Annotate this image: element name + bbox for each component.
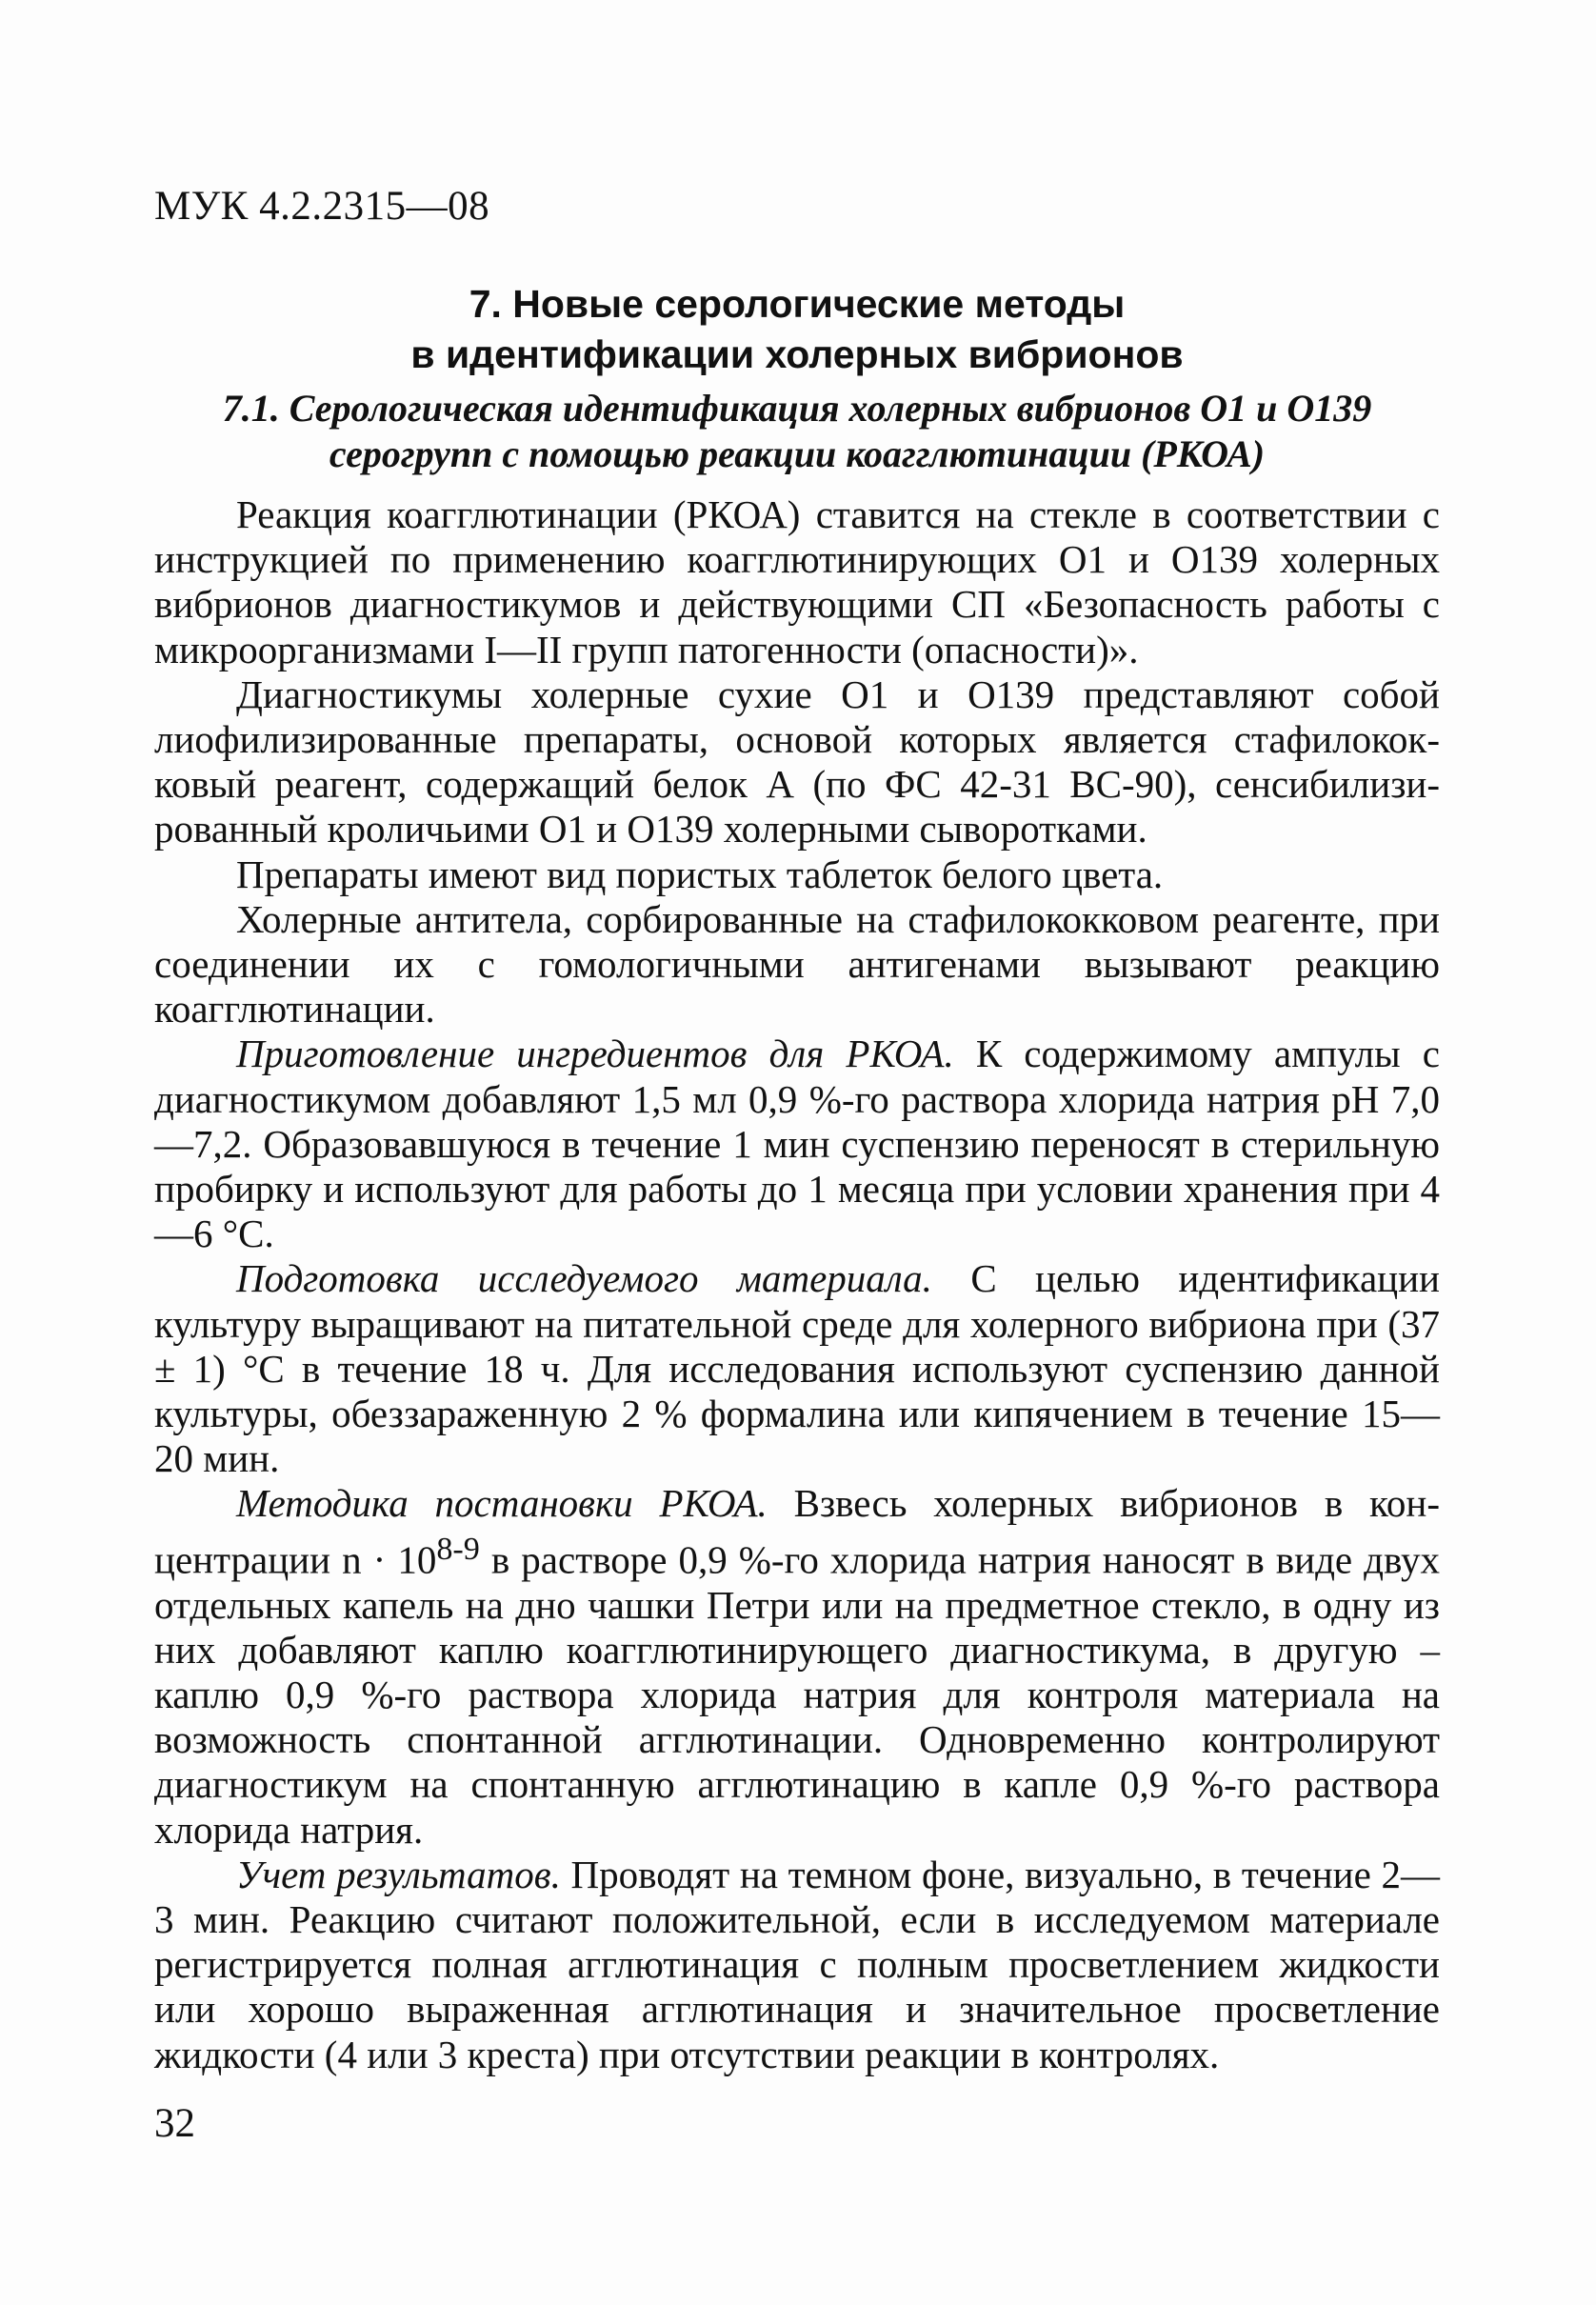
paragraph-text: С целью идентификации культуру выращивают на питательной среде для холерного вибриона при (37 ± 1) °С в течение 18 ч. Для исследования используют суспензию данной культуры, обеззараженную 2 % формалина или кипячением в течение 15—20 мин. [154,1256,1440,1481]
document-id: МУК 4.2.2315—08 [154,184,490,229]
paragraph-text: Диагностикумы холерные сухие О1 и О139 представляют собой лиофилизированные препараты, основой которых является стафилококковый реагент, содержащий белок А (по ФС 42-31 ВС-90), сенсибилизированный кроличьими О1 и О139 холерными сыворотками. [154,671,1440,852]
paragraph [154,672,1440,852]
section-title-line-1: 7. Новые серологические методы [469,282,1126,326]
subsection-title [154,386,1440,477]
paragraph [154,1032,1440,1256]
subsection-title-line-2: серогрупп с помощью реакции коагглютинации (РКОА) [329,432,1266,475]
subsection-title-line-1: 7.1. Серологическая идентификация холерных вибрионов О1 и О139 [222,387,1372,430]
section-title [154,279,1440,380]
exponent: 8-9 [436,1531,480,1567]
page-number: 32 [154,2101,195,2146]
paragraph-text: Реакция коагглютинации (РКОА) ставится на стекле в соответствии с инструкцией по применению коагглютинирующих О1 и О139 холерных вибрионов диагностикумов и действующими СП «Безопасность работы с микроорганизмами I—II групп патогенности (опасности)». [154,492,1440,671]
paragraph-text-continued: в растворе 0,9 %-го хлорида натрия наносят в виде двух отдельных капель на дно чашки Петри или на предметное стекло, в одну из них добавляют каплю коагглютинирующего диагностикума, в другую – каплю 0,9 %-го раствора хлорида натрия для контроля материала на возможность спонтанной агглютинации. Одновременно контролируют диагностикум на спонтанную агглютинацию в капле 0,9 %-го раствора хлорида натрия. [154,1537,1440,1852]
paragraph-text: Проводят на темном фоне, визуально, в течение 2—3 мин. Реакцию считают положительной, если в исследуемом материале регистрируется полная агглютинация с полным просветлением жидкости или хорошо выраженная агглютинация и значительное просветление жидкости (4 или 3 креста) при отсутствии реакции в контролях. [154,1852,1440,2076]
paragraph [154,1853,1440,2077]
paragraph-text: К содержимому ампулы с диагностикумом добавляют 1,5 мл 0,9 %-го раствора хлорида натрия рН 7,0—7,2. Образовавшуюся в течение 1 мин суспензию переносят в стерильную пробирку и используют для работы до 1 месяца при условии хранения при 4—6 °С. [154,1032,1440,1256]
paragraph-lead: Учет результатов. [236,1852,561,1896]
paragraph-lead: Приготовление ингредиентов для РКОА. [236,1032,954,1076]
body-text [154,492,1440,2077]
paragraph-text: Препараты имеют вид пористых таблеток белого цвета. [236,852,1164,896]
paragraph-text: Взвесь холерных вибрионов в концентрации n · 10 [154,1481,1440,1582]
paragraph [154,1256,1440,1481]
paragraph [154,852,1440,897]
paragraph [154,492,1440,672]
paragraph [154,1481,1440,1852]
paragraph [154,897,1440,1032]
paragraph-lead: Методика постановки РКОА. [236,1481,768,1526]
section-title-line-2: в идентификации холерных вибрионов [410,332,1184,376]
paragraph-text: Холерные антитела, сорбированные на стафилококковом реагенте, при соединении их с гомологичными антигенами вызывают реакцию коагглютинации. [154,896,1440,1032]
paragraph-lead: Подготовка исследуемого материала. [236,1256,932,1301]
